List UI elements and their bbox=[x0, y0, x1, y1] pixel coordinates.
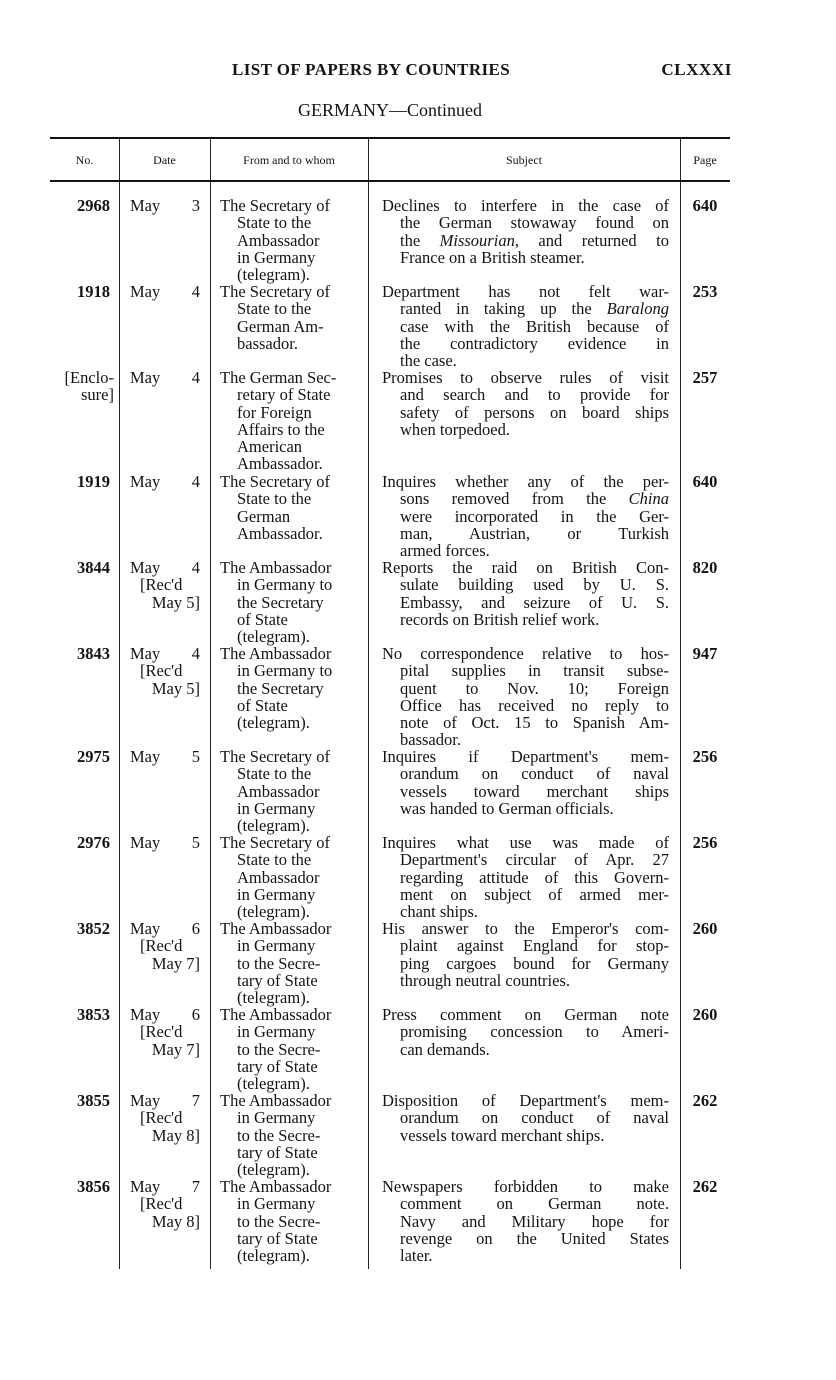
date-day: 6 bbox=[191, 919, 200, 938]
subject-line: Office has received no reply to bbox=[400, 695, 669, 715]
date-cell bbox=[130, 559, 200, 611]
from-to-line: State to the bbox=[237, 764, 312, 784]
from-to-cell bbox=[220, 920, 365, 1006]
date-line bbox=[130, 559, 200, 576]
from-to-line: in Germany bbox=[237, 247, 316, 267]
date-line bbox=[130, 1092, 200, 1109]
from-to-line: bassador. bbox=[237, 333, 298, 353]
subject-line: pital supplies in transit subse- bbox=[400, 661, 669, 681]
subject-line: the contradictory evidence in bbox=[400, 333, 669, 353]
subject-line: Department's circular of Apr. 27 bbox=[400, 850, 669, 870]
subject-cell bbox=[382, 1092, 669, 1144]
subject-line: sulate building used by U. S. bbox=[400, 575, 669, 595]
from-to-line: Ambassador bbox=[237, 230, 320, 250]
paper-number: 1918 bbox=[77, 282, 110, 301]
date-line: May 5] bbox=[151, 592, 200, 612]
subject-line: note of Oct. 15 to Spanish Am- bbox=[400, 713, 669, 733]
subject-line: Press comment on German note bbox=[382, 1005, 669, 1024]
subject-line: Inquires what use was made of bbox=[382, 833, 669, 852]
subject-line: promising concession to Ameri- bbox=[400, 1022, 669, 1042]
from-to-cell bbox=[220, 369, 365, 473]
from-to-cell bbox=[220, 283, 365, 352]
date-month: May bbox=[130, 1091, 161, 1110]
date-day: 7 bbox=[191, 1091, 200, 1110]
subject-line: later. bbox=[400, 1246, 433, 1266]
from-to-cell bbox=[220, 197, 365, 283]
subject-line: bassador. bbox=[400, 730, 461, 750]
date-day: 4 bbox=[191, 282, 200, 301]
date-cell bbox=[130, 283, 200, 300]
date-line bbox=[130, 645, 200, 662]
paper-number: 2976 bbox=[77, 833, 110, 852]
col-header-date: Date bbox=[153, 153, 176, 167]
date-day: 4 bbox=[191, 472, 200, 491]
from-to-line: Ambassador. bbox=[237, 523, 323, 543]
subject-cell bbox=[382, 834, 669, 920]
from-to-line: in Germany to bbox=[237, 575, 333, 595]
from-to-line: The Ambassador bbox=[220, 644, 332, 663]
paper-number: 2975 bbox=[77, 747, 110, 766]
subject-cell bbox=[382, 197, 669, 266]
subject-line: vessels toward merchant ships. bbox=[400, 1125, 605, 1145]
paper-number bbox=[46, 369, 114, 404]
subject-cell bbox=[382, 748, 669, 817]
from-to-line: The German Sec- bbox=[220, 368, 337, 387]
subject-cell bbox=[382, 920, 669, 989]
date-line: [Rec'd bbox=[140, 1108, 183, 1128]
date-month: May bbox=[130, 747, 161, 766]
date-line bbox=[130, 748, 200, 765]
date-day: 4 bbox=[191, 558, 200, 577]
date-line: May 8] bbox=[151, 1211, 200, 1231]
from-to-line: (telegram). bbox=[237, 902, 310, 922]
subject-line: the Missourian, and returned to bbox=[400, 230, 669, 250]
subject-line: through neutral countries. bbox=[400, 970, 570, 990]
page-number-cell: 262 bbox=[692, 1177, 718, 1196]
date-day: 4 bbox=[191, 368, 200, 387]
from-to-line: (telegram). bbox=[237, 265, 310, 285]
from-to-line: The Ambassador bbox=[220, 919, 332, 938]
from-to-line: The Secretary of bbox=[220, 472, 330, 491]
page-number-cell: 947 bbox=[692, 644, 718, 663]
from-to-line: to the Secre- bbox=[237, 1211, 321, 1231]
from-to-line: the Secretary bbox=[237, 592, 324, 612]
subject-line: orandum on conduct of naval bbox=[400, 1108, 669, 1128]
subject-line: ping cargoes bound for Germany bbox=[400, 953, 669, 973]
date-day: 5 bbox=[191, 833, 200, 852]
paper-number-line: sure] bbox=[81, 385, 114, 405]
date-line bbox=[130, 283, 200, 300]
from-to-line: (telegram). bbox=[237, 1246, 310, 1266]
date-day: 6 bbox=[191, 1005, 200, 1024]
subject-line: were incorporated in the Ger- bbox=[400, 506, 669, 526]
from-to-line: in Germany bbox=[237, 798, 316, 818]
date-month: May bbox=[130, 644, 161, 663]
from-to-line: in Germany bbox=[237, 1108, 316, 1128]
subject-line: the case. bbox=[400, 351, 457, 371]
subject-line: chant ships. bbox=[400, 902, 478, 922]
column-divider bbox=[119, 139, 120, 1269]
subject-line: Newspapers forbidden to make bbox=[382, 1177, 669, 1196]
from-to-line: (telegram). bbox=[237, 988, 310, 1008]
subject-cell bbox=[382, 283, 669, 369]
subject-cell bbox=[382, 1006, 669, 1058]
subject-line: Promises to observe rules of visit bbox=[382, 368, 669, 387]
date-month: May bbox=[130, 833, 161, 852]
subject-line: plaint against England for stop- bbox=[400, 936, 669, 956]
subject-line: No correspondence relative to hos- bbox=[382, 644, 669, 663]
from-to-line: of State bbox=[237, 695, 288, 715]
subject-line: records on British relief work. bbox=[400, 609, 600, 629]
date-line: [Rec'd bbox=[140, 936, 183, 956]
from-to-cell bbox=[220, 1178, 365, 1264]
from-to-line: Affairs to the bbox=[237, 419, 325, 439]
subject-cell bbox=[382, 1178, 669, 1264]
from-to-line: Ambassador bbox=[237, 781, 320, 801]
paper-number-line: [Enclo- bbox=[64, 368, 114, 387]
date-line bbox=[130, 1006, 200, 1023]
subject-line: His answer to the Emperor's com- bbox=[382, 919, 669, 938]
date-month: May bbox=[130, 1177, 161, 1196]
paper-number: 3856 bbox=[77, 1177, 110, 1196]
from-to-cell bbox=[220, 1092, 365, 1178]
from-to-line: American bbox=[237, 437, 303, 457]
subject-line: quent to Nov. 10; Foreign bbox=[400, 678, 669, 698]
subject-line: Disposition of Department's mem- bbox=[382, 1091, 669, 1110]
subject-line: sons removed from the China bbox=[400, 489, 669, 509]
from-to-line: to the Secre- bbox=[237, 953, 321, 973]
page-number-cell: 256 bbox=[692, 833, 718, 852]
date-line bbox=[130, 834, 200, 851]
subject-line: revenge on the United States bbox=[400, 1228, 669, 1248]
from-to-cell bbox=[220, 645, 365, 731]
subject-line: safety of persons on board ships bbox=[400, 402, 669, 422]
date-cell bbox=[130, 369, 200, 386]
subject-line: man, Austrian, or Turkish bbox=[400, 523, 669, 543]
date-month: May bbox=[130, 196, 161, 215]
from-to-cell bbox=[220, 834, 365, 920]
date-cell bbox=[130, 1178, 200, 1230]
from-to-line: (telegram). bbox=[237, 627, 310, 647]
from-to-line: The Ambassador bbox=[220, 1177, 332, 1196]
from-to-line: State to the bbox=[237, 489, 312, 509]
date-day: 3 bbox=[191, 196, 200, 215]
date-line: [Rec'd bbox=[140, 1194, 183, 1214]
subject-cell bbox=[382, 369, 669, 438]
subject-line: ranted in taking up the Baralong bbox=[400, 299, 669, 319]
page-number-cell: 253 bbox=[692, 282, 718, 301]
paper-number: 3844 bbox=[77, 558, 110, 577]
date-cell bbox=[130, 748, 200, 765]
subject-cell bbox=[382, 559, 669, 628]
date-day: 7 bbox=[191, 1177, 200, 1196]
date-cell bbox=[130, 1006, 200, 1058]
date-line: [Rec'd bbox=[140, 575, 183, 595]
from-to-cell bbox=[220, 559, 365, 645]
from-to-line: in Germany bbox=[237, 884, 316, 904]
page-number-cell: 256 bbox=[692, 747, 718, 766]
subject-line: Department has not felt war- bbox=[382, 282, 669, 301]
from-to-line: in Germany bbox=[237, 936, 316, 956]
subject-line: regarding attitude of this Govern- bbox=[400, 867, 669, 887]
from-to-line: The Ambassador bbox=[220, 558, 332, 577]
page-number-cell: 260 bbox=[692, 919, 718, 938]
from-to-line: The Secretary of bbox=[220, 196, 330, 215]
date-line: May 8] bbox=[151, 1125, 200, 1145]
from-to-line: in Germany to bbox=[237, 661, 333, 681]
date-day: 5 bbox=[191, 747, 200, 766]
col-header-page: Page bbox=[693, 153, 717, 167]
subject-line: armed forces. bbox=[400, 541, 490, 561]
from-to-line: for Foreign bbox=[237, 402, 312, 422]
subject-line: France on a British steamer. bbox=[400, 247, 585, 267]
page-number-cell: 257 bbox=[692, 368, 718, 387]
date-cell bbox=[130, 197, 200, 214]
from-to-line: (telegram). bbox=[237, 713, 310, 733]
subject-line: case with the British because of bbox=[400, 316, 669, 336]
from-to-line: tary of State bbox=[237, 1056, 318, 1076]
date-line: May 7] bbox=[151, 953, 200, 973]
subject-line: Declines to interfere in the case of bbox=[382, 196, 669, 215]
from-to-line: The Secretary of bbox=[220, 282, 330, 301]
from-to-line: State to the bbox=[237, 213, 312, 233]
date-day: 4 bbox=[191, 644, 200, 663]
subject-cell bbox=[382, 473, 669, 559]
section-title-text: GERMANY—Continued bbox=[298, 100, 482, 120]
from-to-line: State to the bbox=[237, 299, 312, 319]
from-to-line: The Ambassador bbox=[220, 1091, 332, 1110]
date-month: May bbox=[130, 368, 161, 387]
date-cell bbox=[130, 834, 200, 851]
column-divider bbox=[368, 139, 369, 1269]
from-to-cell bbox=[220, 473, 365, 542]
from-to-cell bbox=[220, 748, 365, 834]
date-cell bbox=[130, 1092, 200, 1144]
header-bottom-rule bbox=[50, 180, 730, 182]
from-to-line: Ambassador. bbox=[237, 454, 323, 474]
from-to-line: to the Secre- bbox=[237, 1039, 321, 1059]
from-to-line: of State bbox=[237, 609, 288, 629]
subject-line: Inquires whether any of the per- bbox=[382, 472, 669, 491]
date-line bbox=[130, 1178, 200, 1195]
from-to-line: in Germany bbox=[237, 1022, 316, 1042]
subject-line: the German stowaway found on bbox=[400, 213, 669, 233]
paper-number: 3852 bbox=[77, 919, 110, 938]
date-cell bbox=[130, 920, 200, 972]
col-header-from: From and to whom bbox=[243, 153, 335, 167]
from-to-line: German Am- bbox=[237, 316, 324, 336]
from-to-line: Ambassador bbox=[237, 867, 320, 887]
date-month: May bbox=[130, 558, 161, 577]
from-to-line: (telegram). bbox=[237, 1074, 310, 1094]
date-line bbox=[130, 473, 200, 490]
from-to-line: The Secretary of bbox=[220, 747, 330, 766]
date-month: May bbox=[130, 1005, 161, 1024]
from-to-line: the Secretary bbox=[237, 678, 324, 698]
section-title bbox=[0, 100, 836, 121]
date-line bbox=[130, 369, 200, 386]
col-header-no: No. bbox=[75, 153, 94, 167]
from-to-line: German bbox=[237, 506, 291, 526]
paper-number: 1919 bbox=[77, 472, 110, 491]
date-month: May bbox=[130, 282, 161, 301]
subject-line: was handed to German officials. bbox=[400, 798, 614, 818]
from-to-line: tary of State bbox=[237, 970, 318, 990]
table-header bbox=[50, 139, 730, 180]
date-line bbox=[130, 920, 200, 937]
subject-line: Reports the raid on British Con- bbox=[382, 558, 669, 577]
from-to-line: (telegram). bbox=[237, 1160, 310, 1180]
from-to-line: (telegram). bbox=[237, 816, 310, 836]
paper-number: 3843 bbox=[77, 644, 110, 663]
date-line: May 7] bbox=[151, 1039, 200, 1059]
subject-line: ment on subject of armed mer- bbox=[400, 884, 669, 904]
date-cell bbox=[130, 473, 200, 490]
subject-line: vessels toward merchant ships bbox=[400, 781, 669, 801]
from-to-line: The Ambassador bbox=[220, 1005, 332, 1024]
date-line bbox=[130, 197, 200, 214]
subject-line: Navy and Military hope for bbox=[400, 1211, 669, 1231]
column-divider bbox=[210, 139, 211, 1269]
from-to-line: State to the bbox=[237, 850, 312, 870]
date-month: May bbox=[130, 919, 161, 938]
page-number-cell: 640 bbox=[692, 472, 718, 491]
subject-line: orandum on conduct of naval bbox=[400, 764, 669, 784]
page-number-cell: 262 bbox=[692, 1091, 718, 1110]
paper-number: 3855 bbox=[77, 1091, 110, 1110]
page-header bbox=[0, 60, 836, 84]
from-to-line: to the Secre- bbox=[237, 1125, 321, 1145]
date-line: May 5] bbox=[151, 678, 200, 698]
subject-line: Embassy, and seizure of U. S. bbox=[400, 592, 669, 612]
page-number-cell: 640 bbox=[692, 196, 718, 215]
from-to-line: retary of State bbox=[237, 385, 331, 405]
subject-line: when torpedoed. bbox=[400, 419, 510, 439]
from-to-line: The Secretary of bbox=[220, 833, 330, 852]
running-title: LIST OF PAPERS BY COUNTRIES bbox=[232, 60, 511, 79]
page-number: CLXXXI bbox=[661, 60, 732, 79]
paper-number: 2968 bbox=[77, 196, 110, 215]
date-month: May bbox=[130, 472, 161, 491]
subject-line: Inquires if Department's mem- bbox=[382, 747, 669, 766]
date-line: [Rec'd bbox=[140, 661, 183, 681]
subject-line: comment on German note. bbox=[400, 1194, 669, 1214]
col-header-subject: Subject bbox=[506, 153, 542, 167]
from-to-line: in Germany bbox=[237, 1194, 316, 1214]
page-number-cell: 260 bbox=[692, 1005, 718, 1024]
page-number-cell: 820 bbox=[692, 558, 718, 577]
paper-number: 3853 bbox=[77, 1005, 110, 1024]
subject-line: can demands. bbox=[400, 1039, 490, 1059]
subject-line: and search and to provide for bbox=[400, 385, 669, 405]
from-to-cell bbox=[220, 1006, 365, 1092]
from-to-line: tary of State bbox=[237, 1228, 318, 1248]
date-cell bbox=[130, 645, 200, 697]
subject-cell bbox=[382, 645, 669, 749]
date-line: [Rec'd bbox=[140, 1022, 183, 1042]
from-to-line: tary of State bbox=[237, 1142, 318, 1162]
